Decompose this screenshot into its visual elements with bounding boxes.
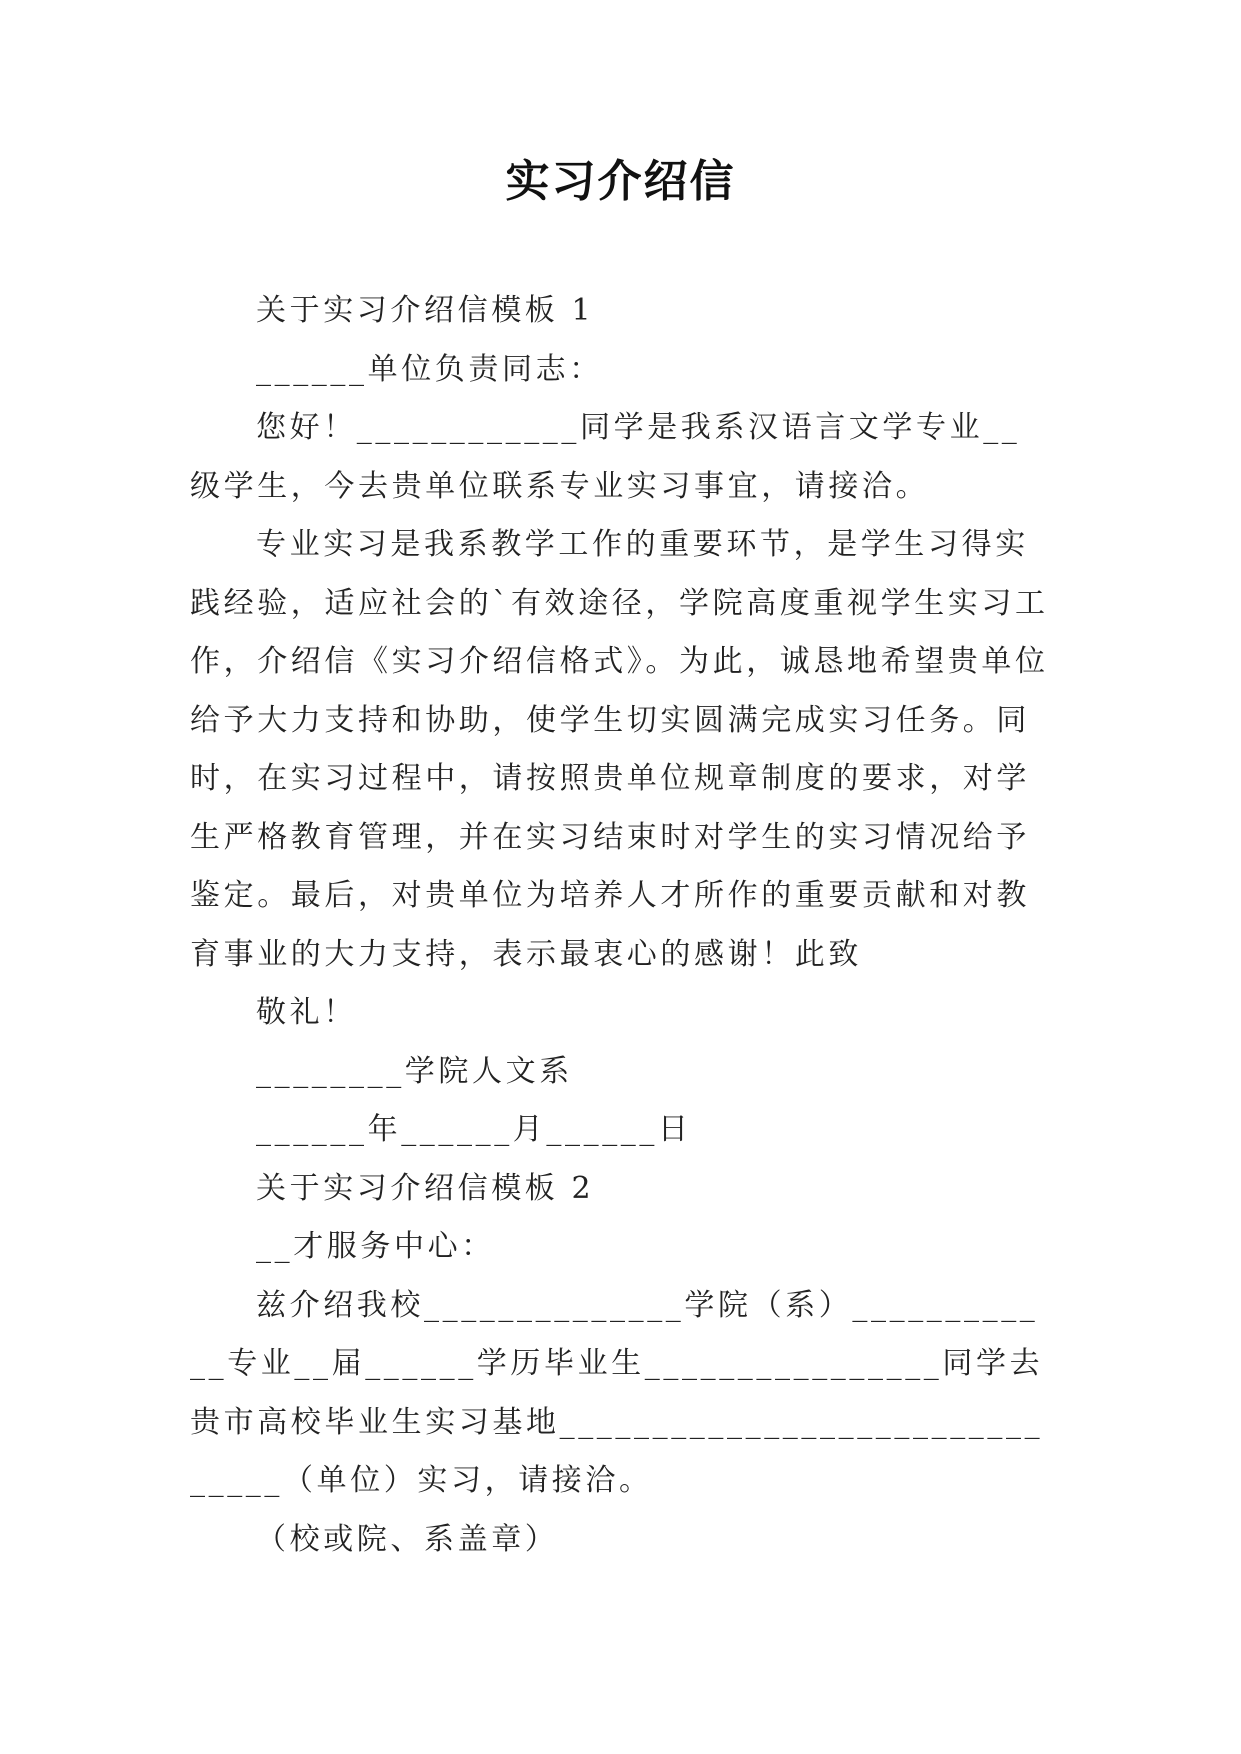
document-body — [190, 282, 1050, 1569]
salutation-line: ______单位负责同志： — [256, 351, 603, 387]
seal-note: （校或院、系盖章） — [256, 1521, 559, 1557]
main-body-paragraph: 专业实习是我系教学工作的重要环节，是学生习得实践经验，适应社会的`有效途径，学院高度重视学生实习工作，介绍信《实习介绍信格式》。为此，诚恳地希望贵单位给予大力支持和协助，使学生切实圆满完成实习任务。同时，在实习过程中，请按照贵单位规章制度的要求，对学生严格教育管理，并在实习结束时对学生的实习情况给予鉴定。最后，对贵单位为培养人才所作的重要贡献和对教育事业的大力支持，表示最衷心的感谢！此致 — [190, 527, 1049, 972]
signature-department: ________学院人文系 — [256, 1053, 573, 1089]
closing-regards: 敬礼！ — [256, 995, 357, 1030]
introduction-paragraph: 兹介绍我校______________学院（系）____________专业__届______学历毕业生________________同学去贵市高校毕业生实习基地_______________________________（单位）实习，请接洽。 — [190, 1287, 1044, 1498]
greeting-paragraph: 您好！____________同学是我系汉语言文学专业__级学生，今去贵单位联系专业实习事宜，请接洽。 — [190, 410, 1021, 504]
section-heading-template-2: 关于实习介绍信模板 2 — [256, 1170, 595, 1206]
addressee-line: __才服务中心： — [256, 1229, 495, 1264]
section-heading-template-1: 关于实习介绍信模板 1 — [256, 293, 595, 328]
signature-date: ______年______月______日 — [256, 1112, 692, 1147]
document-title: 实习介绍信 — [505, 156, 736, 207]
